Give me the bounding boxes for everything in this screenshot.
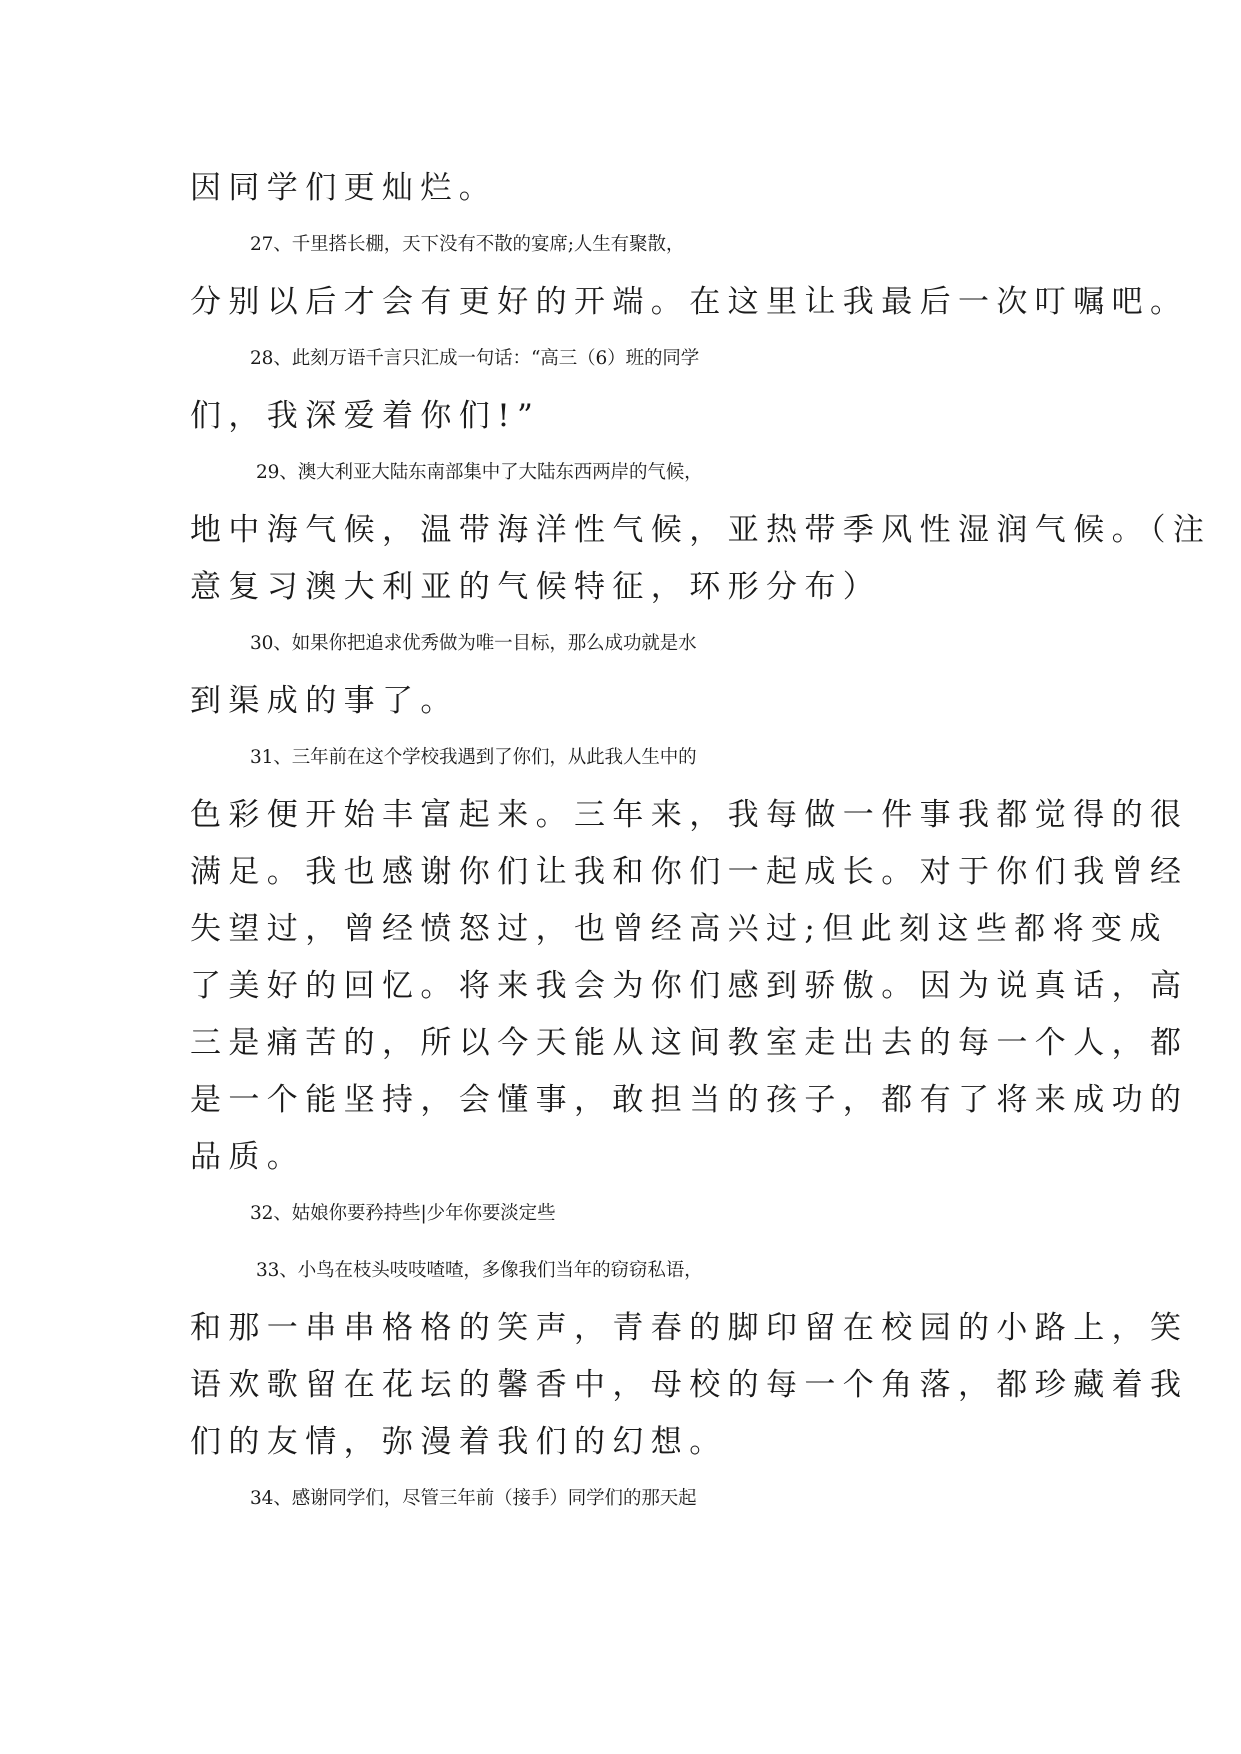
paragraph-30-line-1: 30、如果你把追求优秀做为唯一目标，那么成功就是水 bbox=[250, 633, 697, 654]
paragraph-31-line-1: 31、三年前在这个学校我遇到了你们，从此我人生中的 bbox=[250, 747, 697, 768]
paragraph-33-line-4: 们的友情，弥漫着我们的幻想。 bbox=[190, 1424, 728, 1460]
paragraph-32-line-1: 32、姑娘你要矜持些|少年你要淡定些 bbox=[250, 1203, 556, 1224]
paragraph-27-line-2: 分别以后才会有更好的开端。在这里让我最后一次叮嘱吧。 bbox=[190, 284, 1189, 320]
paragraph-29-line-1: 29、澳大利亚大陆东南部集中了大陆东西两岸的气候， bbox=[256, 462, 703, 483]
paragraph-34-line-1: 34、感谢同学们，尽管三年前（接手）同学们的那天起 bbox=[250, 1488, 697, 1509]
paragraph-27-line-1: 27、千里搭长棚，天下没有不散的宴席;人生有聚散， bbox=[250, 234, 685, 255]
paragraph-31-line-4: 失望过，曾经愤怒过，也曾经高兴过;但此刻这些都将变成 bbox=[190, 911, 1168, 947]
paragraph-31-line-8: 品质。 bbox=[190, 1139, 306, 1175]
paragraph-31-line-7: 是一个能坚持，会懂事，敢担当的孩子，都有了将来成功的 bbox=[190, 1082, 1189, 1118]
text-line: 因同学们更灿烂。 bbox=[190, 170, 498, 206]
paragraph-28-line-2: 们，我深爱着你们!” bbox=[190, 398, 541, 434]
paragraph-33-line-2: 和那一串串格格的笑声，青春的脚印留在校园的小路上，笑 bbox=[190, 1310, 1189, 1346]
paragraph-33-line-3: 语欢歌留在花坛的馨香中，母校的每一个角落，都珍藏着我 bbox=[190, 1367, 1189, 1403]
paragraph-33-line-1: 33、小鸟在枝头吱吱喳喳，多像我们当年的窃窃私语， bbox=[256, 1260, 703, 1281]
paragraph-29-line-3: 意复习澳大利亚的气候特征，环形分布） bbox=[190, 569, 882, 605]
paragraph-31-line-3: 满足。我也感谢你们让我和你们一起成长。对于你们我曾经 bbox=[190, 854, 1189, 890]
paragraph-31-line-6: 三是痛苦的，所以今天能从这间教室走出去的每一个人，都 bbox=[190, 1025, 1189, 1061]
paragraph-30-line-2: 到渠成的事了。 bbox=[190, 683, 459, 719]
paragraph-29-line-2: 地中海气候，温带海洋性气候，亚热带季风性湿润气候。（注 bbox=[190, 512, 1212, 548]
paragraph-28-line-1: 28、此刻万语千言只汇成一句话：“高三（6）班的同学 bbox=[250, 348, 700, 369]
paragraph-31-line-5: 了美好的回忆。将来我会为你们感到骄傲。因为说真话，高 bbox=[190, 968, 1189, 1004]
paragraph-31-line-2: 色彩便开始丰富起来。三年来，我每做一件事我都觉得的很 bbox=[190, 797, 1189, 833]
